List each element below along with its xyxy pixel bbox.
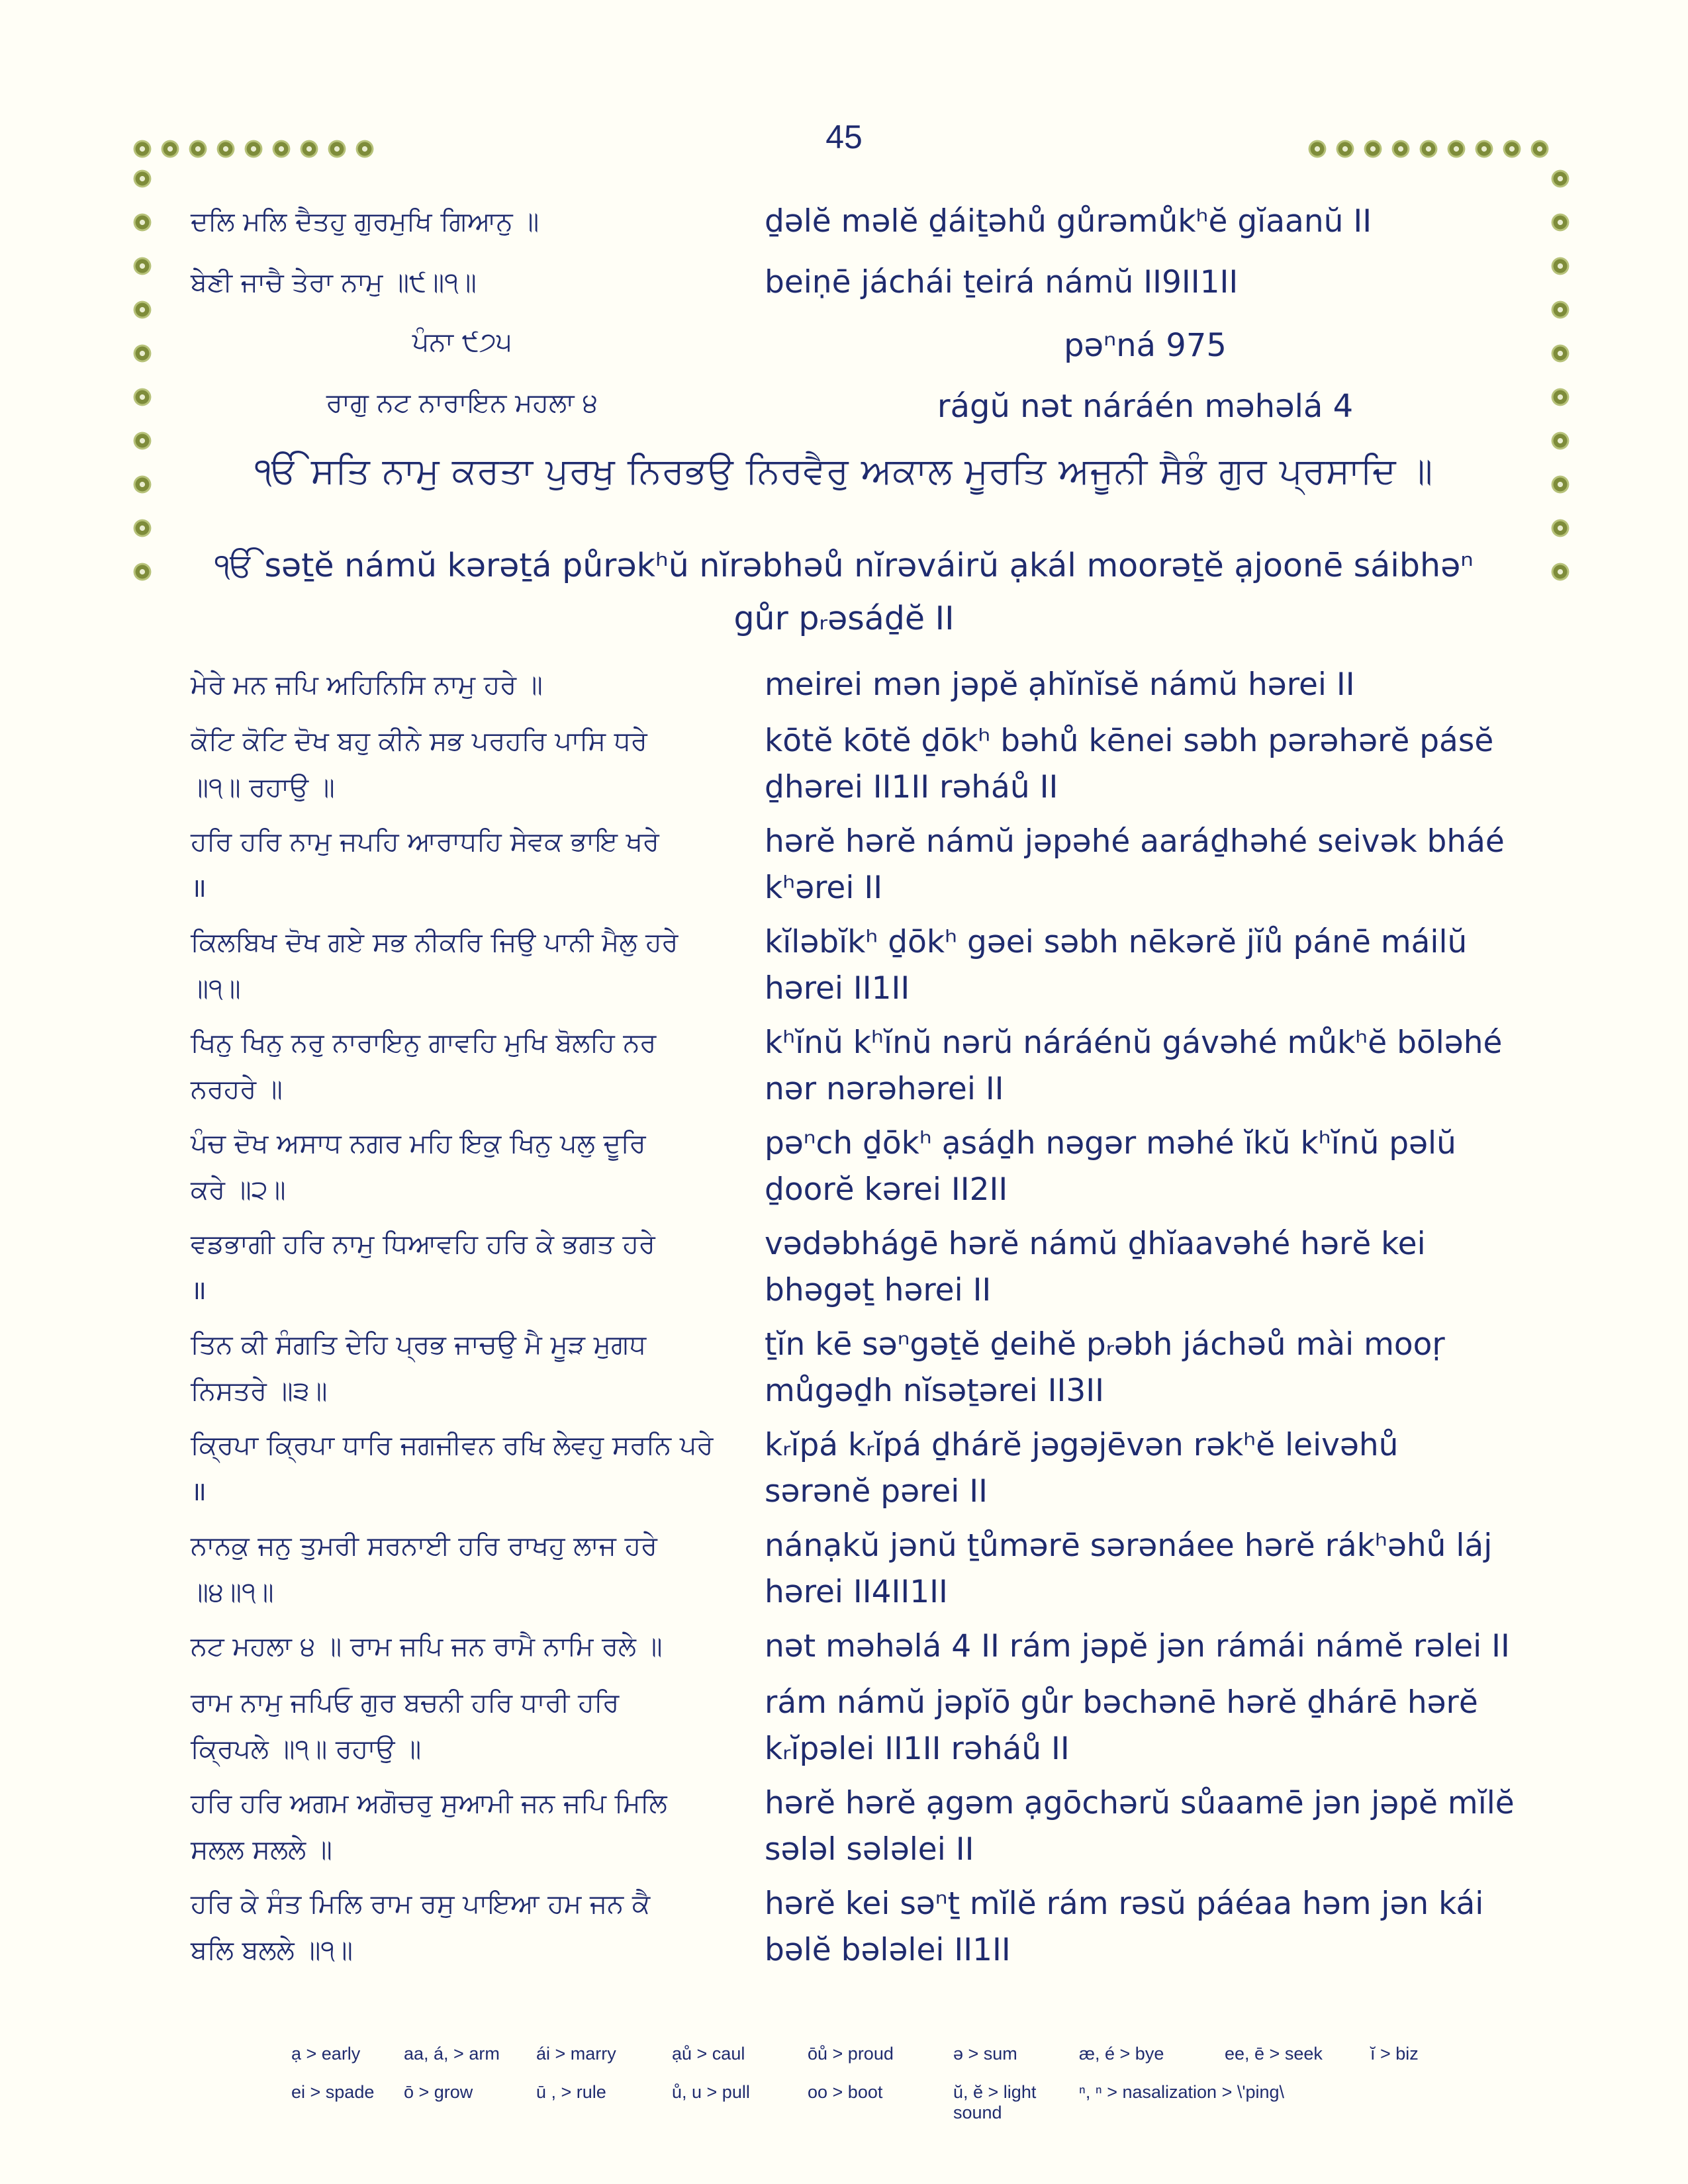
mool-mantar-gurmukhi: ੴ ਸਤਿ ਨਾਮੁ ਕਰਤਾ ਪੁਰਖੁ ਨਿਰਭਉ ਨਿਰਵੈਰੁ ਅਕਾਲ ਮੂਰਤਿ ਅਜੂਨੀ ਸੈਭੰ ਗੁਰ ਪ੍ਰਸਾਦਿ ॥	[254, 450, 1434, 492]
flower-ornament-icon	[188, 139, 208, 159]
transliteration-line: vədəbhágē hərĕ námŭ ḏhĭaavəhé hərĕ kei	[765, 1226, 1426, 1262]
transliteration-line: bəlĕ bələlei II1II	[765, 1932, 1011, 1968]
legend-entry: aa, á, > arm	[404, 2044, 500, 2064]
gurmukhi-line: ਮੇਰੇ ਮਨ ਜਪਿ ਅਹਿਨਿਸਿ ਨਾਮੁ ਹਰੇ ॥	[191, 670, 543, 700]
transliteration-line: ḏoorĕ kərei II2II	[765, 1171, 1008, 1208]
flower-ornament-icon	[1391, 139, 1411, 159]
flower-ornament-icon	[1335, 139, 1355, 159]
flower-ornament-icon	[132, 212, 152, 232]
legend-entry: oo > boot	[808, 2082, 883, 2102]
flower-ornament-icon	[1550, 212, 1570, 232]
gurmukhi-text	[191, 1221, 733, 1314]
transliteration-line: bhəgəṯ hərei II	[765, 1272, 992, 1308]
flower-ornament-icon	[244, 139, 263, 159]
transliteration-text	[765, 1623, 1526, 1670]
flower-ornament-icon	[1550, 256, 1570, 276]
gurmukhi-line: ਹਰਿ ਹਰਿ ਅਗਮ ਅਗੋਚਰੁ ਸੁਆਮੀ ਜਨ ਜਪਿ ਮਿਲਿ	[191, 1788, 667, 1819]
gurmukhi-text	[191, 1322, 733, 1414]
transliteration-text	[765, 1881, 1526, 1974]
legend-entry: ⁿ, ⁿ > nasalization > \'ping\	[1079, 2082, 1285, 2102]
transliteration-line: kĭləbĭkʰ ḏōkʰ gəei səbh nēkərĕ jĭů pánē máilŭ	[765, 924, 1468, 960]
transliteration-text: ḏəlĕ məlĕ ḏáiṯəhů gůrəmůkʰĕ gĭaanŭ II	[765, 203, 1372, 240]
transliteration-line: hərĕ hərĕ námŭ jəpəhé aaráḏhəhé seivək bháé	[765, 823, 1505, 860]
gurmukhi-line: ਨਿਸਤਰੇ ॥੩॥	[191, 1376, 328, 1406]
transliteration-text	[765, 718, 1526, 811]
transliteration-text	[765, 819, 1526, 911]
flower-ornament-icon	[1550, 431, 1570, 451]
transliteration-line: kōtĕ kōtĕ ḏōkʰ bəhů kēnei səbh pərəhərĕ pásĕ	[765, 723, 1494, 759]
flower-ornament-icon	[1550, 387, 1570, 407]
transliteration-line: sələl sələlei II	[765, 1831, 974, 1868]
flower-ornament-icon	[132, 256, 152, 276]
gurmukhi-line: ਨਟ ਮਹਲਾ ੪ ॥ ਰਾਮ ਜਪਿ ਜਨ ਰਾਮੈ ਨਾਮਿ ਰਲੇ ॥	[191, 1631, 663, 1662]
gurmukhi-line: ਹਰਿ ਹਰਿ ਨਾਮੁ ਜਪਹਿ ਆਰਾਧਹਿ ਸੇਵਕ ਭਾਇ ਖਰੇ	[191, 827, 659, 857]
gurmukhi-text	[191, 819, 733, 911]
flower-ornament-icon	[132, 518, 152, 538]
flower-ornament-icon	[160, 139, 180, 159]
flower-ornament-icon	[327, 139, 347, 159]
gurmukhi-line: ॥	[191, 873, 207, 903]
transliteration-line: nət məhəlá 4 II rám jəpĕ jən rámái námĕ rəlei II	[765, 1628, 1510, 1664]
gurmukhi-line: ਨਾਨਕੁ ਜਨੁ ਤੁਮਰੀ ਸਰਨਾਈ ਹਰਿ ਰਾਖਹੁ ਲਾਜ ਹਰੇ	[191, 1531, 657, 1561]
gurmukhi-line: ਕਰੇ ॥੨॥	[191, 1175, 286, 1205]
transliteration-line: hərĕ kei səⁿṯ mĭlĕ rám rəsŭ páéaa həm jən kái	[765, 1886, 1484, 1922]
gurmukhi-line: ਰਾਮ ਨਾਮੁ ਜਪਿਓ ਗੁਰ ਬਚਨੀ ਹਰਿ ਧਾਰੀ ਹਰਿ	[191, 1688, 620, 1718]
legend-entry: ō > grow	[404, 2082, 473, 2102]
gurmukhi-line: ਸਲਲ ਸਲਲੇ ॥	[191, 1835, 332, 1865]
transliteration-text	[765, 662, 1526, 708]
transliteration-line: hərei II4II1II	[765, 1574, 948, 1610]
transliteration-line: můgəḏh nĭsəṯərei II3II	[765, 1373, 1105, 1409]
raag-heading-translit: rágŭ nət náráén məhəlá 4	[937, 388, 1354, 425]
gurmukhi-line: ਹਰਿ ਕੇ ਸੰਤ ਮਿਲਿ ਰਾਮ ਰਸੁ ਪਾਇਆ ਹਮ ਜਨ ਕੈ	[191, 1889, 651, 1919]
transliteration-text	[765, 1221, 1526, 1314]
transliteration-line: pəⁿch ḏōkʰ ạsáḏh nəgər məhé ĭkŭ kʰĭnŭ pəlŭ	[765, 1125, 1456, 1161]
mool-mantar-translit	[172, 539, 1516, 645]
transliteration-line: hərĕ hərĕ ạgəm ạgōchərŭ sůaamē jən jəpĕ mĭlĕ	[765, 1785, 1515, 1821]
flower-ornament-icon	[1550, 169, 1570, 189]
flower-ornament-icon	[1530, 139, 1550, 159]
flower-ornament-icon	[1550, 475, 1570, 494]
legend-entry: ạ > early	[291, 2044, 361, 2064]
transliteration-line: kᵣĭpəlei II1II rəháů II	[765, 1731, 1070, 1767]
gurmukhi-text	[191, 1020, 733, 1113]
gurmukhi-line: ॥	[191, 1275, 207, 1306]
flower-ornament-icon	[1550, 300, 1570, 320]
gurmukhi-text	[191, 718, 733, 811]
gurmukhi-text	[191, 1523, 733, 1615]
flower-ornament-icon	[1550, 562, 1570, 582]
flower-ornament-icon	[132, 169, 152, 189]
flower-ornament-icon	[1419, 139, 1438, 159]
flower-ornament-icon	[132, 562, 152, 582]
gurmukhi-text	[191, 919, 733, 1012]
flower-ornament-icon	[1550, 518, 1570, 538]
page-reference-translit: pəⁿná 975	[1064, 327, 1227, 364]
transliteration-line: kᵣĭpá kᵣĭpá ḏhárĕ jəgəjēvən rəkʰĕ leivəhů	[765, 1427, 1399, 1463]
gurmukhi-line: ਨਰਹਰੇ ॥	[191, 1074, 283, 1105]
gurmukhi-line: ਕ੍ਰਿਪਲੇ ॥੧॥ ਰਹਾਉ ॥	[191, 1734, 422, 1764]
transliteration-text	[765, 1422, 1526, 1515]
transliteration-line: kʰərei II	[765, 870, 883, 906]
legend-entry: ū , > rule	[536, 2082, 606, 2102]
flower-ornament-icon	[132, 475, 152, 494]
transliteration-line: ṯĭn kē səⁿgəṯĕ ḏeihĕ pᵣəbh jáchəů mài mooṛ	[765, 1326, 1445, 1363]
transliteration-line: ḏhərei II1II rəháů II	[765, 769, 1058, 805]
mool-mantar-translit-line2: gůr pᵣəsáḏĕ II	[733, 600, 955, 637]
gurmukhi-text	[191, 1422, 733, 1515]
flower-ornament-icon	[132, 343, 152, 363]
transliteration-text	[765, 919, 1526, 1012]
flower-ornament-icon	[1474, 139, 1494, 159]
flower-ornament-icon	[299, 139, 319, 159]
transliteration-line: sərənĕ pərei II	[765, 1473, 988, 1510]
transliteration-line: rám námŭ jəpĭō gůr bəchənē hərĕ ḏhárē hərĕ	[765, 1684, 1478, 1721]
transliteration-text	[765, 1020, 1526, 1113]
gurmukhi-text	[191, 1623, 733, 1670]
legend-entry: ů, u > pull	[672, 2082, 750, 2102]
legend-entry: ạů > caul	[672, 2044, 745, 2064]
pronunciation-legend-row-2	[291, 2082, 1483, 2123]
legend-entry: æ, é > bye	[1079, 2044, 1164, 2064]
transliteration-line: kʰĭnŭ kʰĭnŭ nərŭ náráénŭ gávəhé můkʰĕ bōləhé	[765, 1024, 1503, 1061]
transliteration-text: beiṇē jáchái ṯeirá námŭ II9II1II	[765, 264, 1239, 300]
flower-ornament-icon	[1550, 343, 1570, 363]
flower-ornament-icon	[216, 139, 236, 159]
gurmukhi-text: ਦਲਿ ਮਲਿ ਦੈਤਹੁ ਗੁਰਮੁਖਿ ਗਿਆਨੁ ॥	[191, 206, 539, 237]
gurmukhi-line: ਕੋਟਿ ਕੋਟਿ ਦੋਖ ਬਹੁ ਕੀਨੇ ਸਭ ਪਰਹਰਿ ਪਾਸਿ ਧਰੇ	[191, 726, 647, 756]
flower-ornament-icon	[1502, 139, 1522, 159]
transliteration-text	[765, 1120, 1526, 1213]
legend-entry: ái > marry	[536, 2044, 616, 2064]
gurmukhi-line: ॥੧॥	[191, 974, 241, 1004]
gurmukhi-line: ਕ੍ਰਿਪਾ ਕ੍ਰਿਪਾ ਧਾਰਿ ਜਗਜੀਵਨ ਰਖਿ ਲੇਵਹੁ ਸਰਨਿ ਪਰੇ	[191, 1430, 714, 1461]
page-reference-gurmukhi: ਪੰਨਾ ੯੭੫	[412, 327, 512, 357]
transliteration-text	[765, 1680, 1526, 1772]
transliteration-line: nánạkŭ jənŭ ṯůmərē sərənáee hərĕ rákʰəhů láj	[765, 1527, 1493, 1564]
gurmukhi-line: ਬਲਿ ਬਲਲੇ ॥੧॥	[191, 1935, 353, 1966]
gurmukhi-line: ਤਿਨ ਕੀ ਸੰਗਤਿ ਦੇਹਿ ਪ੍ਰਭ ਜਾਚਉ ਮੈ ਮੂੜ ਮੁਗਧ	[191, 1330, 647, 1360]
page-number: 45	[825, 118, 863, 156]
legend-entry: ə > sum	[953, 2044, 1017, 2064]
gurmukhi-line: ਖਿਨੁ ਖਿਨੁ ਨਰੁ ਨਾਰਾਇਨੁ ਗਾਵਹਿ ਮੁਖਿ ਬੋਲਹਿ ਨਰ	[191, 1028, 657, 1058]
gurmukhi-text	[191, 1881, 733, 1974]
legend-entry: ĭ > biz	[1370, 2044, 1419, 2064]
gurmukhi-text	[191, 1680, 733, 1772]
gurmukhi-text	[191, 662, 733, 708]
transliteration-text	[765, 1322, 1526, 1414]
flower-ornament-icon	[1363, 139, 1383, 159]
gurmukhi-line: ॥੧॥ ਰਹਾਉ ॥	[191, 772, 335, 803]
flower-ornament-icon	[132, 431, 152, 451]
legend-entry: ōů > proud	[808, 2044, 894, 2064]
flower-ornament-icon	[1446, 139, 1466, 159]
flower-ornament-icon	[355, 139, 375, 159]
gurmukhi-line: ਕਿਲਬਿਖ ਦੋਖ ਗਏ ਸਭ ਨੀਕਰਿ ਜਿਉ ਪਾਨੀ ਮੈਲੁ ਹਰੇ	[191, 927, 679, 958]
gurmukhi-text	[191, 1120, 733, 1213]
transliteration-line: hərei II1II	[765, 970, 910, 1007]
gurmukhi-line: ॥੪॥੧॥	[191, 1577, 274, 1608]
flower-ornament-icon	[1307, 139, 1327, 159]
gurmukhi-text	[191, 1780, 733, 1873]
gurmukhi-line: ॥	[191, 1477, 207, 1507]
legend-entry: ŭ, ĕ > light sound	[953, 2082, 1037, 2122]
mool-mantar-translit-line1: ੴ səṯĕ námŭ kərəṯá půrəkʰŭ nĭrəbhəů nĭrəváirŭ ạkál moorəṯĕ ạjoonē sáibhəⁿ	[214, 547, 1474, 584]
pronunciation-legend-row-1	[291, 2044, 1483, 2064]
gurmukhi-line: ਪੰਚ ਦੋਖ ਅਸਾਧ ਨਗਰ ਮਹਿ ਇਕੁ ਖਿਨੁ ਪਲੁ ਦੂਰਿ	[191, 1128, 646, 1159]
transliteration-line: nər nərəhərei II	[765, 1071, 1004, 1107]
raag-heading-gurmukhi: ਰਾਗੁ ਨਟ ਨਾਰਾਇਨ ਮਹਲਾ ੪	[326, 388, 598, 418]
flower-ornament-icon	[132, 300, 152, 320]
transliteration-text	[765, 1523, 1526, 1615]
legend-entry: ei > spade	[291, 2082, 375, 2102]
flower-ornament-icon	[132, 139, 152, 159]
flower-ornament-icon	[132, 387, 152, 407]
gurmukhi-text: ਬੇਣੀ ਜਾਚੈ ਤੇਰਾ ਨਾਮੁ ॥੯॥੧॥	[191, 267, 477, 298]
transliteration-line: meirei mən jəpĕ ạhĭnĭsĕ námŭ hərei II	[765, 666, 1355, 703]
flower-ornament-icon	[271, 139, 291, 159]
legend-entry: ee, ē > seek	[1225, 2044, 1323, 2064]
gurmukhi-line: ਵਡਭਾਗੀ ਹਰਿ ਨਾਮੁ ਧਿਆਵਹਿ ਹਰਿ ਕੇ ਭਗਤ ਹਰੇ	[191, 1229, 655, 1259]
transliteration-text	[765, 1780, 1526, 1873]
